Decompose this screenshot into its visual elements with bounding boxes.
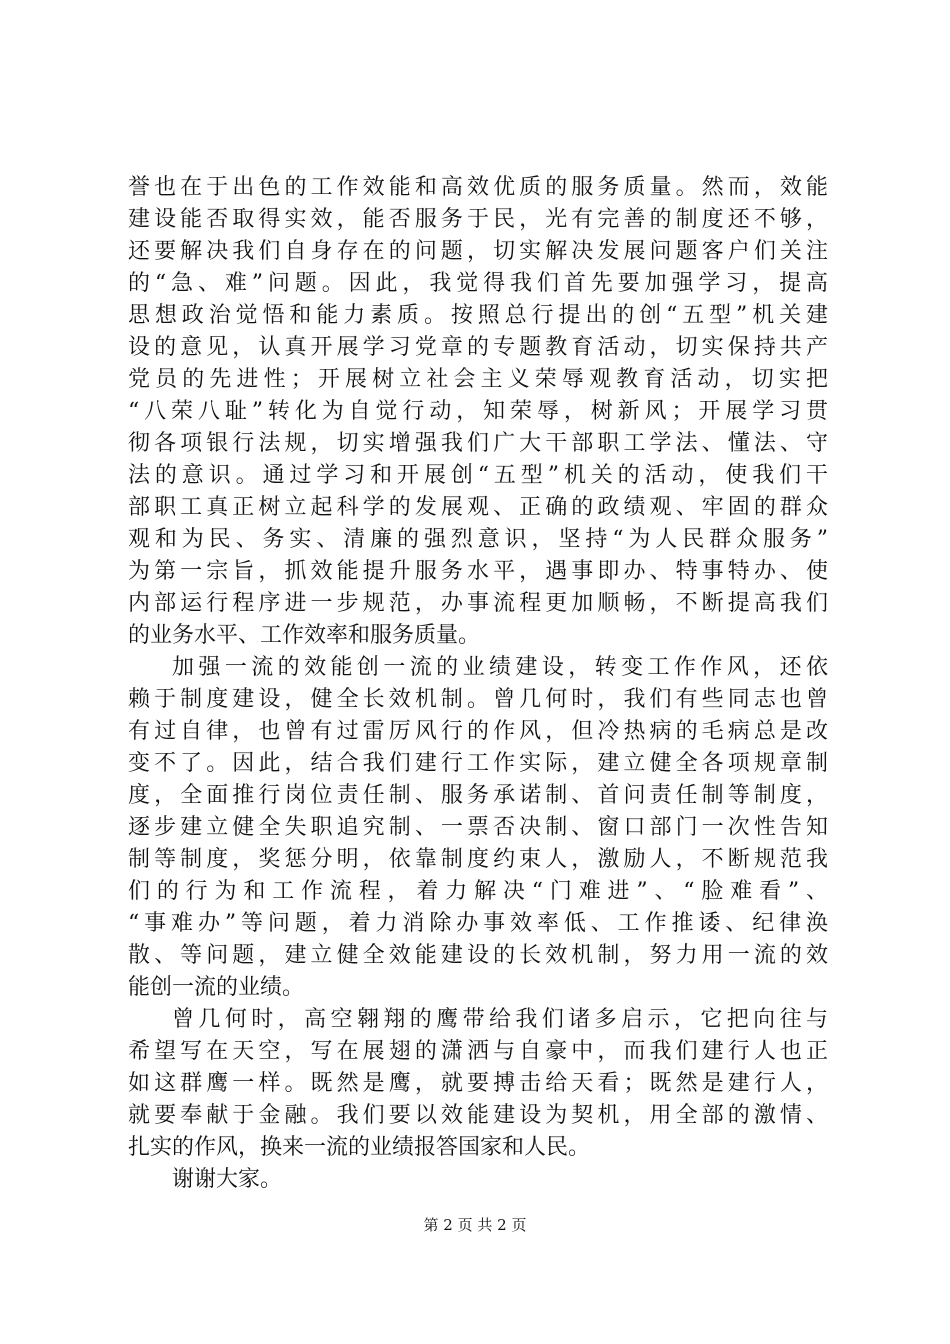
paragraph-line: 法的意识。通过学习和开展创“五型”机关的活动，使我们干 (128, 463, 828, 488)
paragraph-line: 曾几何时，高空翱翔的鹰带给我们诸多启示，它把向往与 (172, 1007, 828, 1032)
paragraph-line: 加强一流的效能创一流的业绩建设，转变工作作风，还依 (172, 655, 828, 680)
paragraph-line: 有过自律，也曾有过雷厉风行的作风，但冷热病的毛病总是改 (128, 719, 828, 744)
paragraph-line: 部职工真正树立起科学的发展观、正确的政绩观、牢固的群众 (128, 495, 828, 520)
paragraph-line: 的业务水平、工作效率和服务质量。 (128, 623, 481, 648)
paragraph-line: 如这群鹰一样。既然是鹰，就要搏击给天看；既然是建行人， (128, 1071, 828, 1096)
paragraph-line: 度，全面推行岗位责任制、服务承诺制、首问责任制等制度， (128, 783, 828, 808)
paragraph-line: 观和为民、务实、清廉的强烈意识，坚持“为人民群众服务” (128, 527, 828, 552)
paragraph-line: 变不了。因此，结合我们建行工作实际，建立健全各项规章制 (128, 751, 828, 776)
paragraph-line: 彻各项银行法规，切实增强我们广大干部职工学法、懂法、守 (128, 431, 828, 456)
paragraph-line: 能创一流的业绩。 (128, 975, 305, 1000)
paragraph (128, 1004, 828, 1164)
document-body (128, 172, 828, 1196)
paragraph-line: 为第一宗旨，抓效能提升服务水平，遇事即办、特事特办、使 (128, 559, 828, 584)
paragraph (128, 1164, 828, 1196)
paragraph (128, 172, 828, 652)
paragraph-line: 内部运行程序进一步规范，办事流程更加顺畅，不断提高我们 (128, 591, 828, 616)
paragraph-line: 谢谢大家。 (172, 1167, 283, 1192)
paragraph-line: 建设能否取得实效，能否服务于民，光有完善的制度还不够， (128, 207, 828, 232)
paragraph-line: 希望写在天空，写在展翅的潇洒与自豪中，而我们建行人也正 (128, 1039, 828, 1064)
paragraph-line: 思想政治觉悟和能力素质。按照总行提出的创“五型”机关建 (128, 303, 828, 328)
paragraph-line: 们的行为和工作流程，着力解决“门难进”、“脸难看”、 (128, 879, 828, 904)
paragraph-line: “事难办”等问题，着力消除办事效率低、工作推诿、纪律涣 (128, 911, 828, 936)
paragraph-line: 扎实的作风，换来一流的业绩报答国家和人民。 (128, 1135, 591, 1160)
paragraph-line: 的“急、难”问题。因此，我觉得我们首先要加强学习，提高 (128, 271, 828, 296)
paragraph-line: “八荣八耻”转化为自觉行动，知荣辱，树新风；开展学习贯 (128, 399, 828, 424)
paragraph-line: 制等制度，奖惩分明，依靠制度约束人，激励人，不断规范我 (128, 847, 828, 872)
paragraph-line: 散、等问题，建立健全效能建设的长效机制，努力用一流的效 (128, 943, 828, 968)
paragraph-line: 赖于制度建设，健全长效机制。曾几何时，我们有些同志也曾 (128, 687, 828, 712)
paragraph-line: 逐步建立健全失职追究制、一票否决制、窗口部门一次性告知 (128, 815, 828, 840)
page-footer: 第 2 页 共 2 页 (423, 1216, 527, 1234)
paragraph-line: 誉也在于出色的工作效能和高效优质的服务质量。然而，效能 (128, 175, 828, 200)
paragraph-line: 就要奉献于金融。我们要以效能建设为契机，用全部的激情、 (128, 1103, 828, 1128)
paragraph-line: 设的意见，认真开展学习党章的专题教育活动，切实保持共产 (128, 335, 828, 360)
paragraph (128, 652, 828, 1004)
paragraph-line: 党员的先进性；开展树立社会主义荣辱观教育活动，切实把 (128, 367, 828, 392)
paragraph-line: 还要解决我们自身存在的问题，切实解决发展问题客户们关注 (128, 239, 828, 264)
